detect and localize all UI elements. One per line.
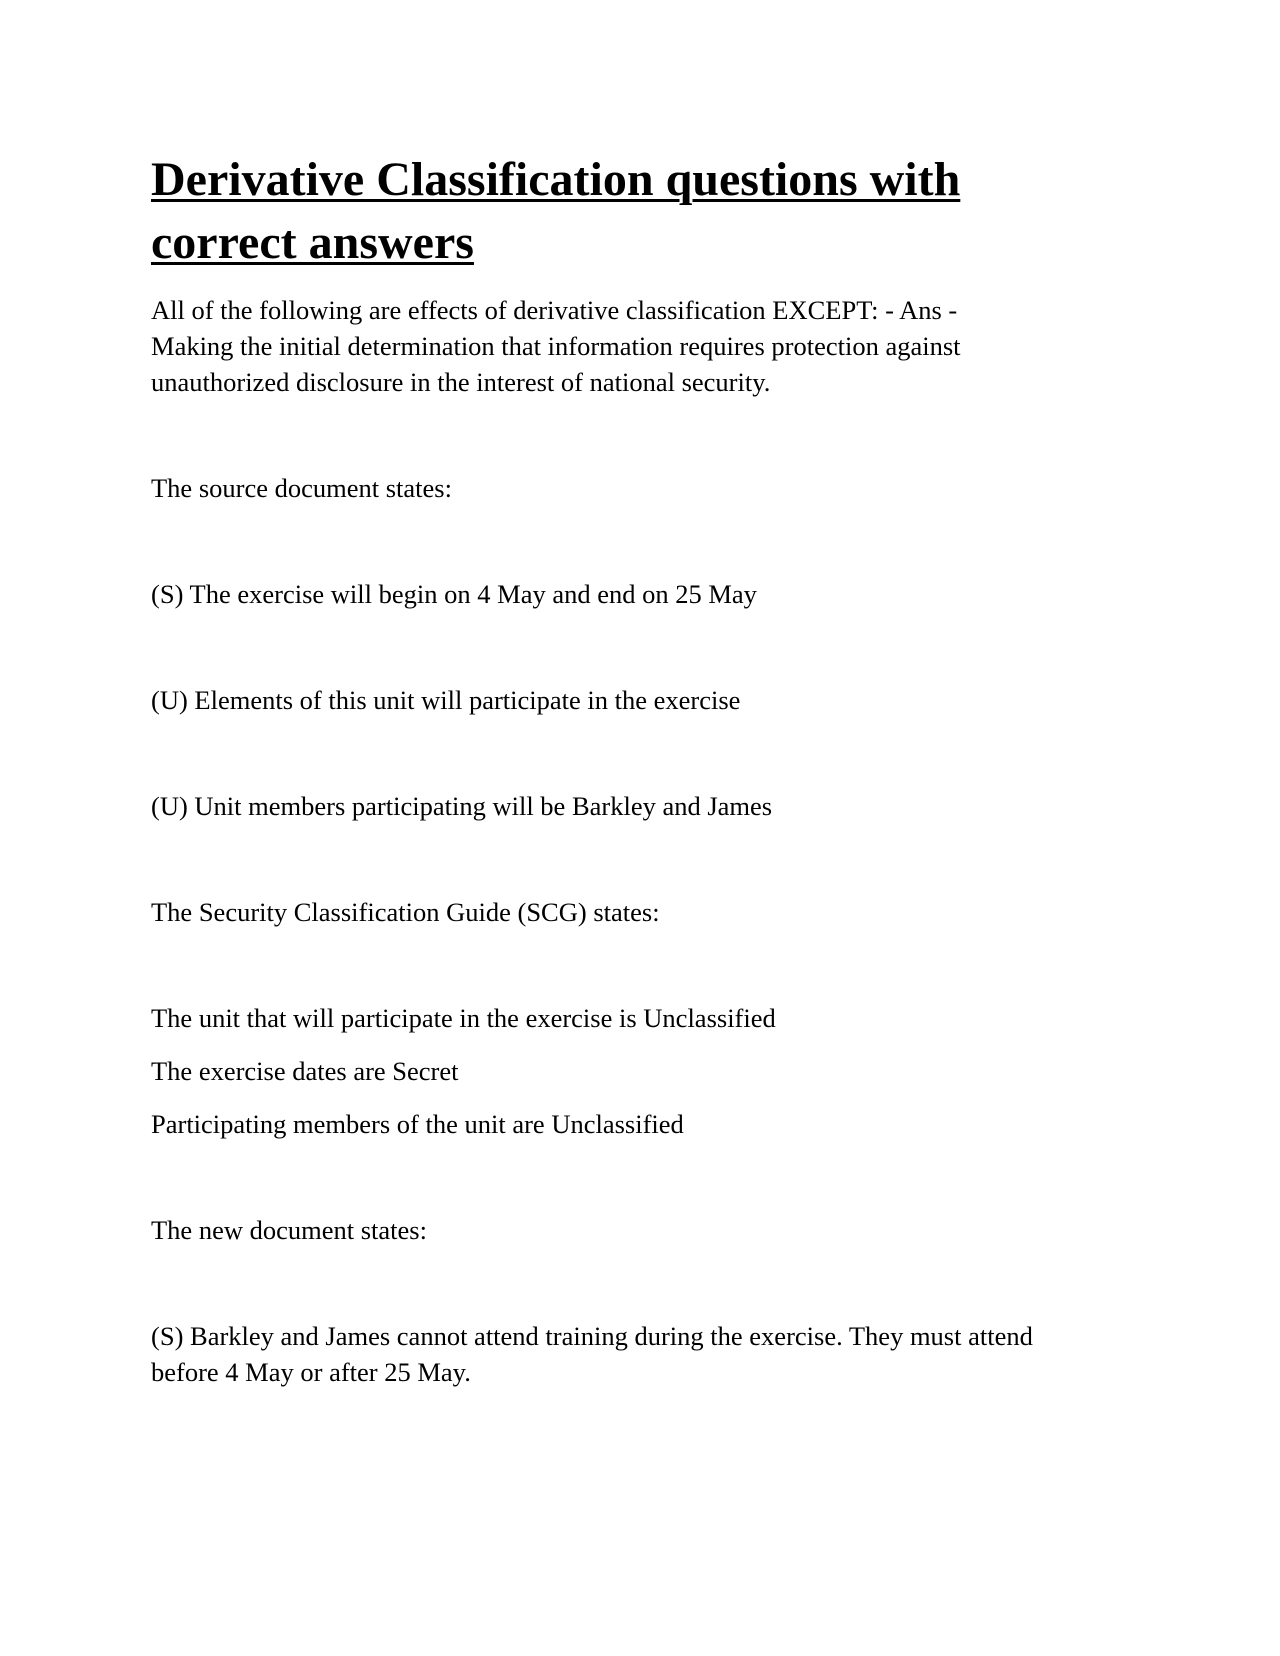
scg-item-2: The exercise dates are Secret (151, 1056, 459, 1086)
new-document-item-line-1: (S) Barkley and James cannot attend training during the exercise. They must attend (151, 1321, 1033, 1351)
new-document-heading: The new document states: (151, 1215, 427, 1245)
source-item-3: (U) Unit members participating will be Barkley and James (151, 791, 773, 821)
scg-heading: The Security Classification Guide (SCG) states: (151, 897, 660, 927)
source-document-heading: The source document states: (151, 473, 452, 503)
source-item-2: (U) Elements of this unit will participate in the exercise (151, 685, 741, 715)
scg-item-1: The unit that will participate in the exercise is Unclassified (151, 1003, 776, 1033)
new-document-item-line-2: before 4 May or after 25 May. (151, 1357, 471, 1387)
question-1-line-2: Making the initial determination that information requires protection against (151, 331, 961, 361)
question-1-line-3: unauthorized disclosure in the interest of national security. (151, 367, 771, 397)
scg-item-3: Participating members of the unit are Unclassified (151, 1109, 684, 1139)
document-title: Derivative Classification questions with correct answers (151, 153, 961, 269)
question-1-line-1: All of the following are effects of derivative classification EXCEPT: - Ans - (151, 295, 958, 325)
source-item-1: (S) The exercise will begin on 4 May and end on 25 May (151, 579, 757, 609)
